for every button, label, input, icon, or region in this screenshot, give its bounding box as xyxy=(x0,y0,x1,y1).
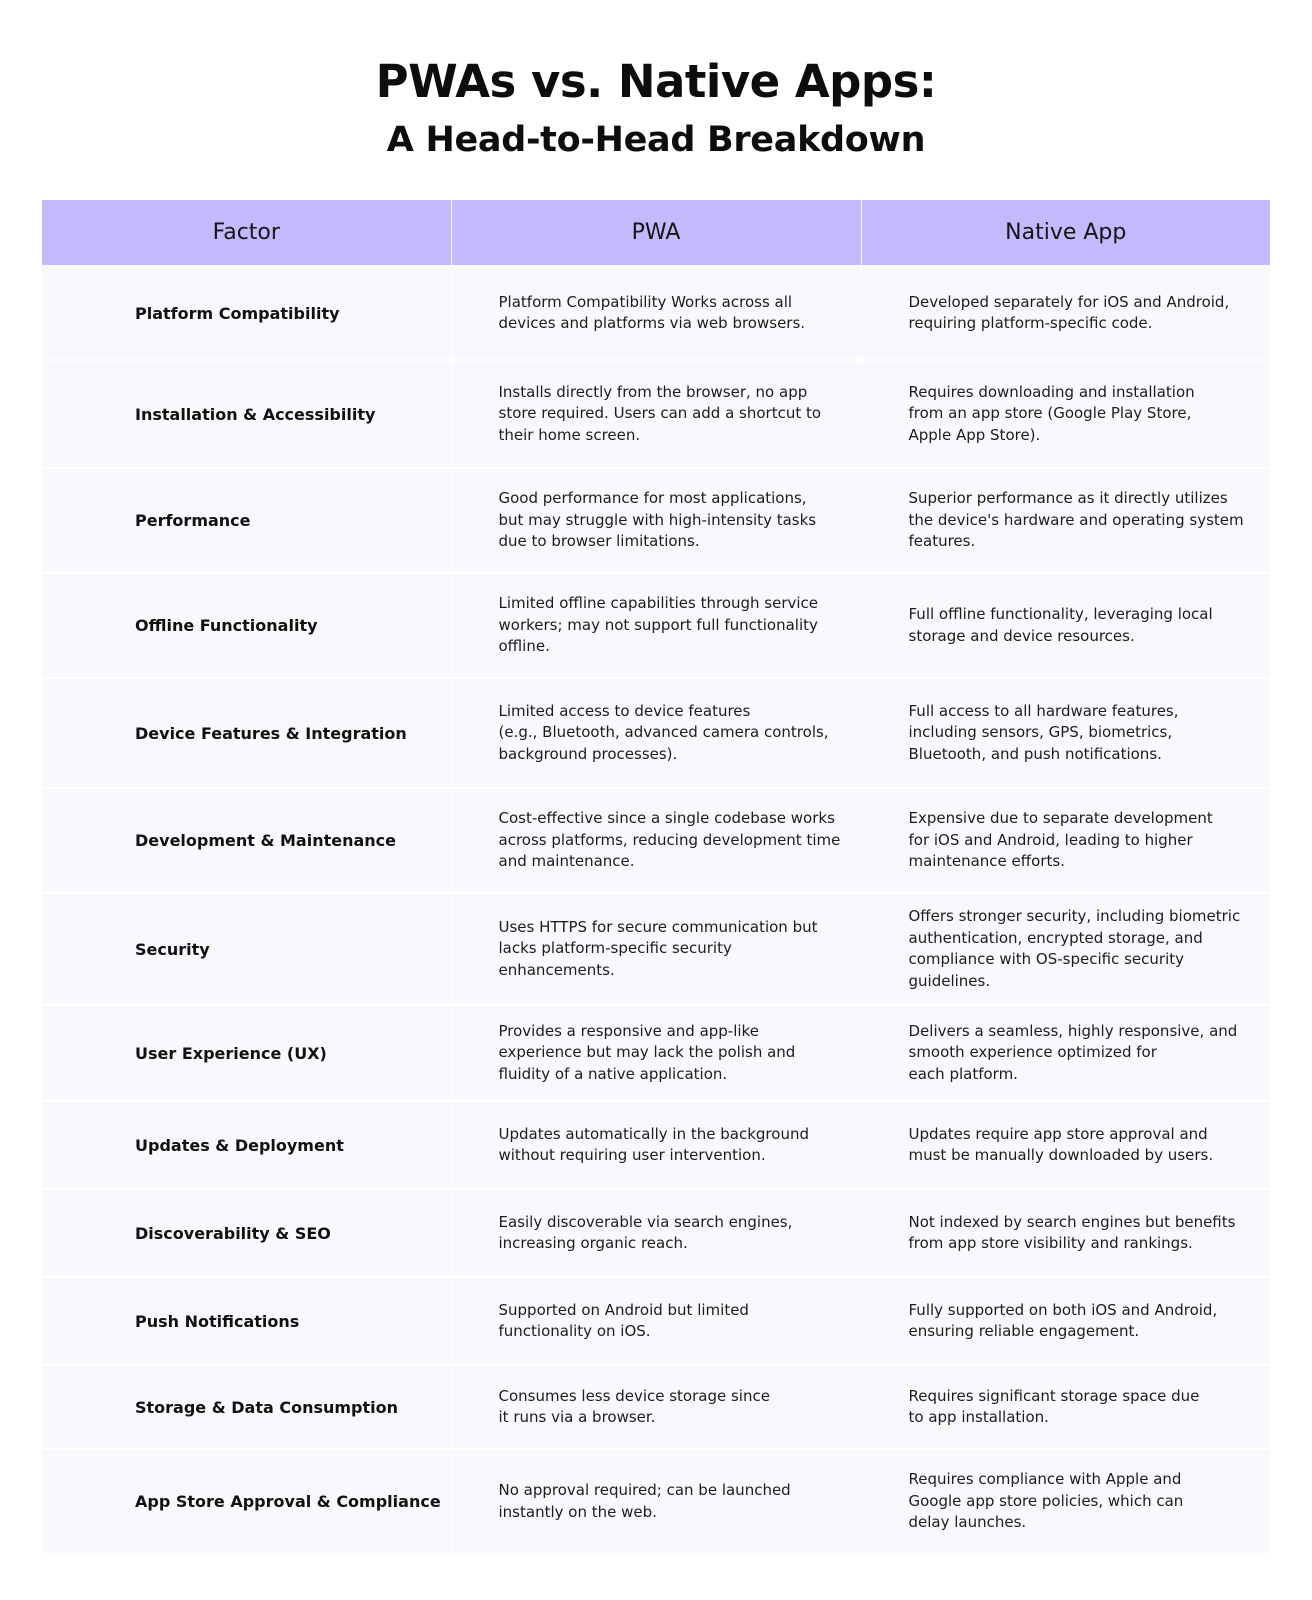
native-text: Full access to all hardware features, including sensors, GPS, biometrics, Bluetooth, and push notifications. xyxy=(908,701,1179,763)
pwa-text: No approval required; can be launched instantly on the web. xyxy=(498,1481,791,1521)
factor-cell: Platform Compatibility xyxy=(42,266,451,360)
native-cell xyxy=(861,1101,1270,1189)
native-text: Fully supported on both iOS and Android, ensuring reliable engagement. xyxy=(908,1300,1218,1340)
pwa-text: Supported on Android but limited functionality on iOS. xyxy=(498,1300,749,1340)
table-row xyxy=(42,1189,1270,1277)
comparison-table xyxy=(42,200,1270,1553)
native-cell xyxy=(861,1189,1270,1277)
pwa-cell xyxy=(451,468,861,573)
pwa-cell xyxy=(451,360,861,468)
native-cell xyxy=(861,573,1270,678)
table-row xyxy=(42,1101,1270,1189)
native-cell xyxy=(861,893,1270,1005)
native-text: Offers stronger security, including biometric authentication, encrypted storage, and compliance with OS-specific security guidelines. xyxy=(908,907,1241,990)
native-cell xyxy=(861,1005,1270,1101)
native-text: Updates require app store approval and must be manually downloaded by users. xyxy=(908,1124,1214,1164)
pwa-cell xyxy=(451,266,861,360)
factor-cell: User Experience (UX) xyxy=(42,1005,451,1101)
pwa-text: Cost-effective since a single codebase works across platforms, reducing development time and maintenance. xyxy=(498,809,841,871)
native-text: Expensive due to separate development for iOS and Android, leading to higher maintenance efforts. xyxy=(908,809,1213,871)
native-text: Delivers a seamless, highly responsive, and smooth experience optimized for each platform. xyxy=(908,1021,1238,1083)
factor-cell: App Store Approval & Compliance xyxy=(42,1449,451,1553)
factor-cell: Updates & Deployment xyxy=(42,1101,451,1189)
factor-cell: Device Features & Integration xyxy=(42,678,451,788)
native-cell xyxy=(861,266,1270,360)
table-row xyxy=(42,1449,1270,1553)
pwa-cell xyxy=(451,1101,861,1189)
table-row xyxy=(42,1277,1270,1365)
table-row xyxy=(42,360,1270,468)
native-text: Developed separately for iOS and Android, requiring platform-specific code. xyxy=(908,292,1230,332)
pwa-cell xyxy=(451,678,861,788)
native-cell xyxy=(861,360,1270,468)
pwa-cell xyxy=(451,1277,861,1365)
table-row xyxy=(42,893,1270,1005)
pwa-text: Provides a responsive and app-like experience but may lack the polish and fluidity of a native application. xyxy=(498,1021,796,1083)
table-header xyxy=(42,200,1270,266)
header-pwa: PWA xyxy=(451,200,861,266)
factor-cell: Storage & Data Consumption xyxy=(42,1365,451,1449)
native-cell xyxy=(861,788,1270,893)
pwa-text: Limited offline capabilities through service workers; may not support full functionality offline. xyxy=(498,594,819,656)
factor-cell: Installation & Accessibility xyxy=(42,360,451,468)
table-body xyxy=(42,266,1270,1553)
pwa-cell xyxy=(451,1005,861,1101)
table-row xyxy=(42,788,1270,893)
table-row xyxy=(42,678,1270,788)
native-cell xyxy=(861,1277,1270,1365)
pwa-cell xyxy=(451,788,861,893)
pwa-cell xyxy=(451,1449,861,1553)
table-row xyxy=(42,468,1270,573)
table-row xyxy=(42,1365,1270,1449)
pwa-text: Limited access to device features (e.g., Bluetooth, advanced camera controls, background processes). xyxy=(498,701,829,763)
pwa-text: Uses HTTPS for secure communication but lacks platform-specific security enhancements. xyxy=(498,917,818,979)
native-cell xyxy=(861,468,1270,573)
pwa-cell xyxy=(451,573,861,678)
factor-cell: Performance xyxy=(42,468,451,573)
pwa-text: Updates automatically in the background without requiring user intervention. xyxy=(498,1124,809,1164)
header-native-app: Native App xyxy=(861,200,1270,266)
pwa-text: Easily discoverable via search engines, increasing organic reach. xyxy=(498,1212,793,1252)
page-subtitle: A Head-to-Head Breakdown xyxy=(386,120,926,160)
factor-cell: Push Notifications xyxy=(42,1277,451,1365)
header-row xyxy=(42,200,1270,266)
pwa-cell xyxy=(451,1189,861,1277)
pwa-text: Good performance for most applications, but may struggle with high-intensity tasks due to browser limitations. xyxy=(498,489,817,551)
pwa-cell xyxy=(451,1365,861,1449)
table-row xyxy=(42,1005,1270,1101)
native-text: Requires compliance with Apple and Google app store policies, which can delay launches. xyxy=(908,1470,1184,1532)
table-row xyxy=(42,266,1270,360)
native-text: Superior performance as it directly utilizes the device's hardware and operating system features. xyxy=(908,489,1244,551)
factor-cell: Development & Maintenance xyxy=(42,788,451,893)
native-cell xyxy=(861,1365,1270,1449)
native-text: Not indexed by search engines but benefits from app store visibility and rankings. xyxy=(908,1212,1236,1252)
factor-cell: Offline Functionality xyxy=(42,573,451,678)
native-text: Full offline functionality, leveraging local storage and device resources. xyxy=(908,605,1213,645)
native-text: Requires downloading and installation from an app store (Google Play Store, Apple App Store). xyxy=(908,382,1195,444)
native-cell xyxy=(861,678,1270,788)
factor-cell: Security xyxy=(42,893,451,1005)
pwa-cell xyxy=(451,893,861,1005)
pwa-text: Consumes less device storage since it runs via a browser. xyxy=(498,1386,770,1426)
native-text: Requires significant storage space due to app installation. xyxy=(908,1386,1200,1426)
table-row xyxy=(42,573,1270,678)
header-factor: Factor xyxy=(42,200,451,266)
native-cell xyxy=(861,1449,1270,1553)
page-title: PWAs vs. Native Apps: xyxy=(375,55,937,108)
pwa-text: Installs directly from the browser, no app store required. Users can add a shortcut to their home screen. xyxy=(498,382,822,444)
pwa-text: Platform Compatibility Works across all devices and platforms via web browsers. xyxy=(498,292,806,332)
factor-cell: Discoverability & SEO xyxy=(42,1189,451,1277)
